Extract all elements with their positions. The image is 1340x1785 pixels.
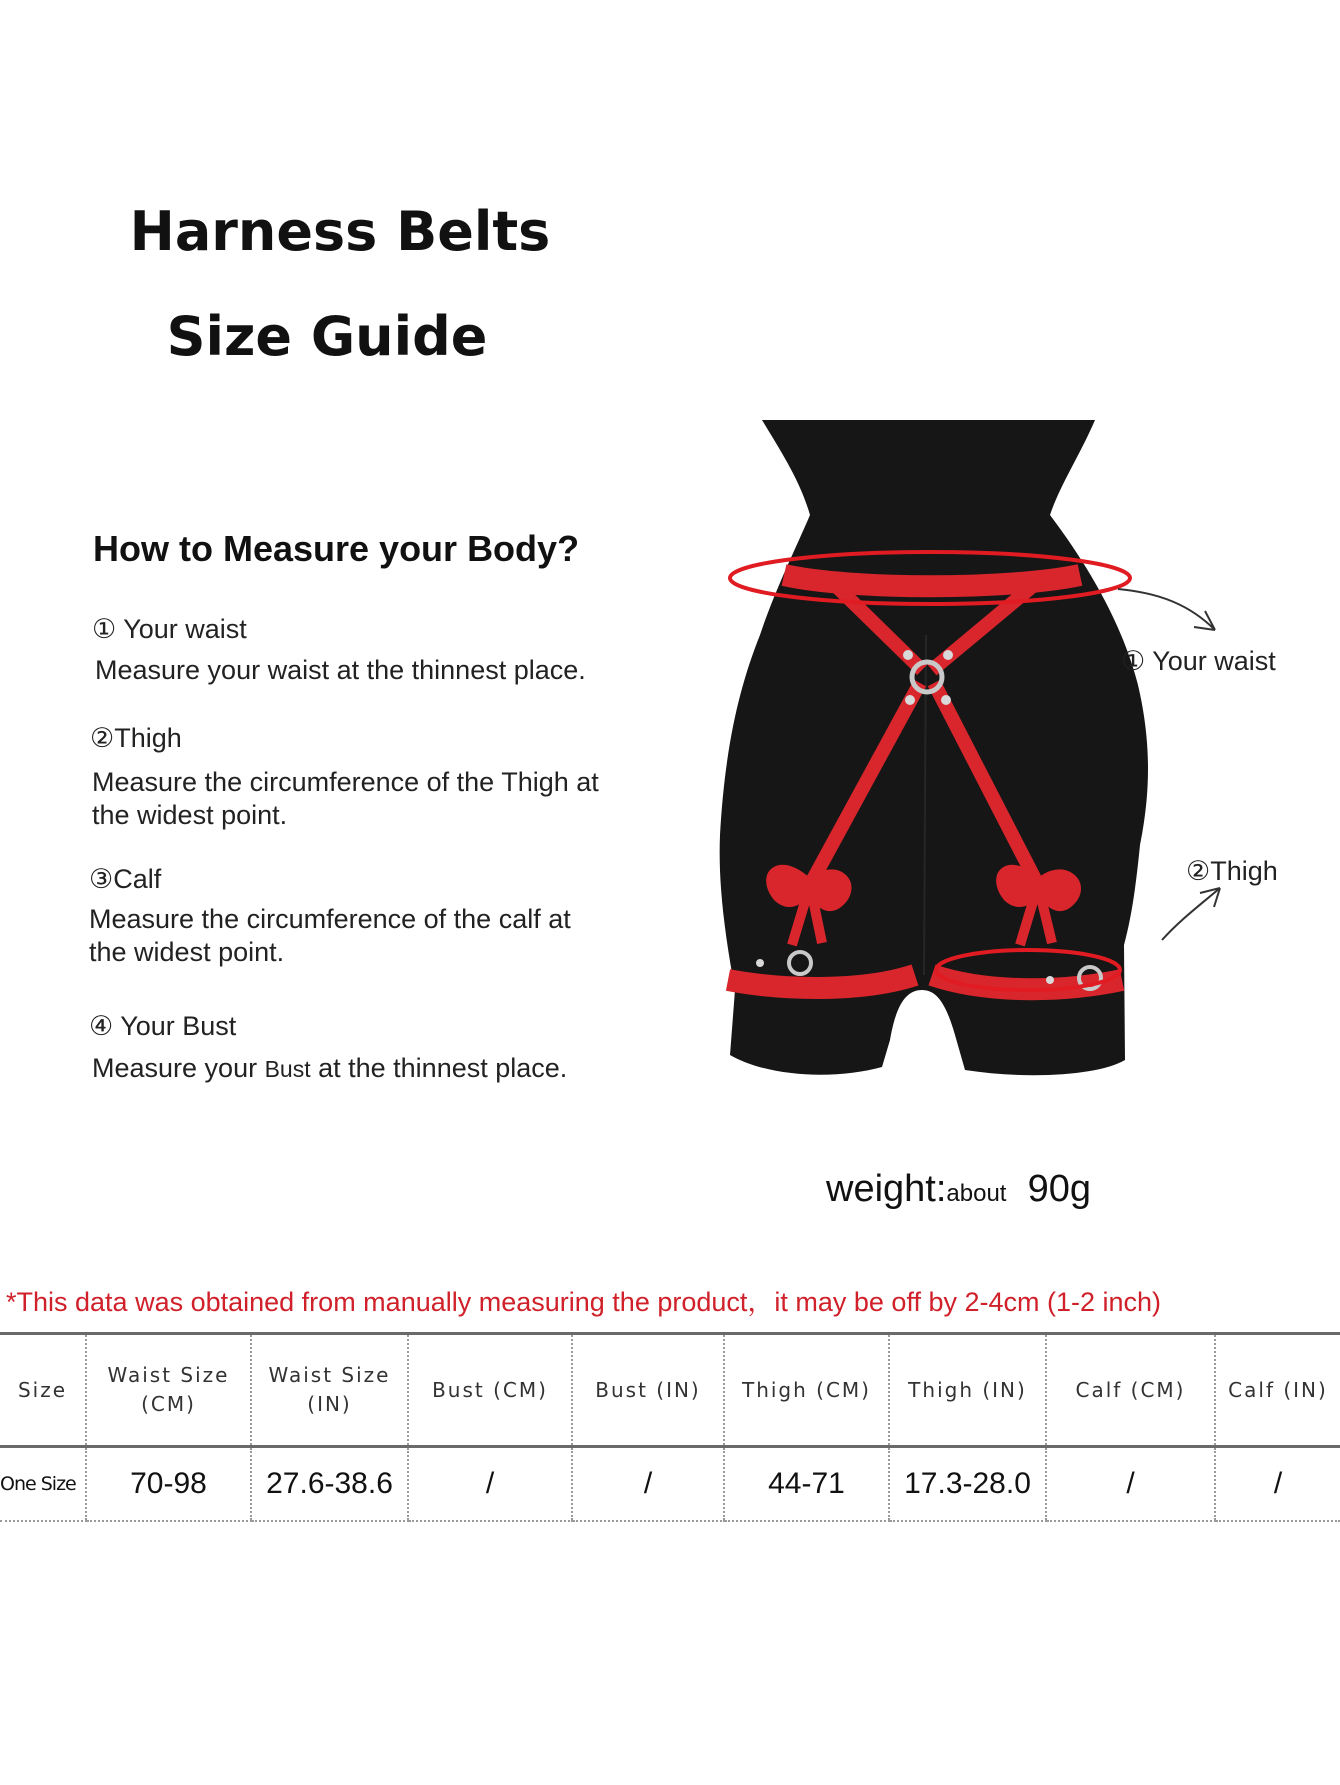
weight-value: 90g xyxy=(1027,1168,1091,1210)
step-bust-desc-post: at the thinnest place. xyxy=(310,1053,568,1083)
weight-about: about xyxy=(946,1180,1007,1207)
cell-bust-cm: / xyxy=(408,1447,572,1522)
mannequin-harness-illustration xyxy=(700,415,1300,1095)
step-bust-desc-pre: Measure your xyxy=(92,1053,265,1083)
cell-waist-cm: 70-98 xyxy=(86,1447,251,1522)
step-bust-desc xyxy=(92,1052,652,1086)
table-row xyxy=(0,1447,1340,1522)
step-bust-head: ④ Your Bust xyxy=(89,1011,237,1041)
howto-heading: How to Measure your Body? xyxy=(93,528,580,569)
cell-waist-in: 27.6-38.6 xyxy=(251,1447,408,1522)
callout-thigh: ②Thigh xyxy=(1186,856,1278,886)
header-bust-in: Bust (IN) xyxy=(572,1334,724,1447)
waist-arrow xyxy=(1118,589,1215,630)
step-bust-desc-em: Bust xyxy=(264,1056,311,1082)
callout-waist: ① Your waist xyxy=(1121,646,1276,676)
header-waist-cm: Waist Size (CM) xyxy=(86,1334,251,1447)
header-calf-in: Calf (IN) xyxy=(1215,1334,1340,1447)
header-waist-in: Waist Size (IN) xyxy=(251,1334,408,1447)
step-calf-desc: Measure the circumference of the calf at the widest point. xyxy=(89,904,571,967)
cell-thigh-in: 17.3-28.0 xyxy=(889,1447,1046,1522)
cell-calf-in: / xyxy=(1215,1447,1340,1522)
step-thigh-head: ②Thigh xyxy=(90,723,182,753)
page-title-line1: Harness Belts xyxy=(129,200,551,263)
step-waist-desc: Measure your waist at the thinnest place. xyxy=(95,655,586,685)
header-thigh-cm: Thigh (CM) xyxy=(724,1334,889,1447)
thigh-arrow xyxy=(1162,888,1220,940)
header-calf-cm: Calf (CM) xyxy=(1046,1334,1215,1447)
weight-info xyxy=(826,1168,1091,1211)
cell-calf-cm: / xyxy=(1046,1447,1215,1522)
measurement-note: *This data was obtained from manually measuring the product，it may be off by 2-4cm (1-2 inch) xyxy=(6,1287,1162,1317)
step-waist-head: ① Your waist xyxy=(92,614,247,644)
cell-thigh-cm: 44-71 xyxy=(724,1447,889,1522)
size-table-header-row xyxy=(0,1334,1340,1447)
header-bust-cm: Bust (CM) xyxy=(408,1334,572,1447)
step-thigh-desc: Measure the circumference of the Thigh at the widest point. xyxy=(92,767,599,830)
size-table xyxy=(0,1332,1340,1522)
weight-label: weight: xyxy=(826,1168,947,1210)
step-calf-head: ③Calf xyxy=(89,864,162,894)
cell-size: One Size xyxy=(0,1447,86,1522)
page-title-line2: Size Guide xyxy=(166,305,488,368)
cell-bust-in: / xyxy=(572,1447,724,1522)
header-size: Size xyxy=(0,1334,86,1447)
header-thigh-in: Thigh (IN) xyxy=(889,1334,1046,1447)
